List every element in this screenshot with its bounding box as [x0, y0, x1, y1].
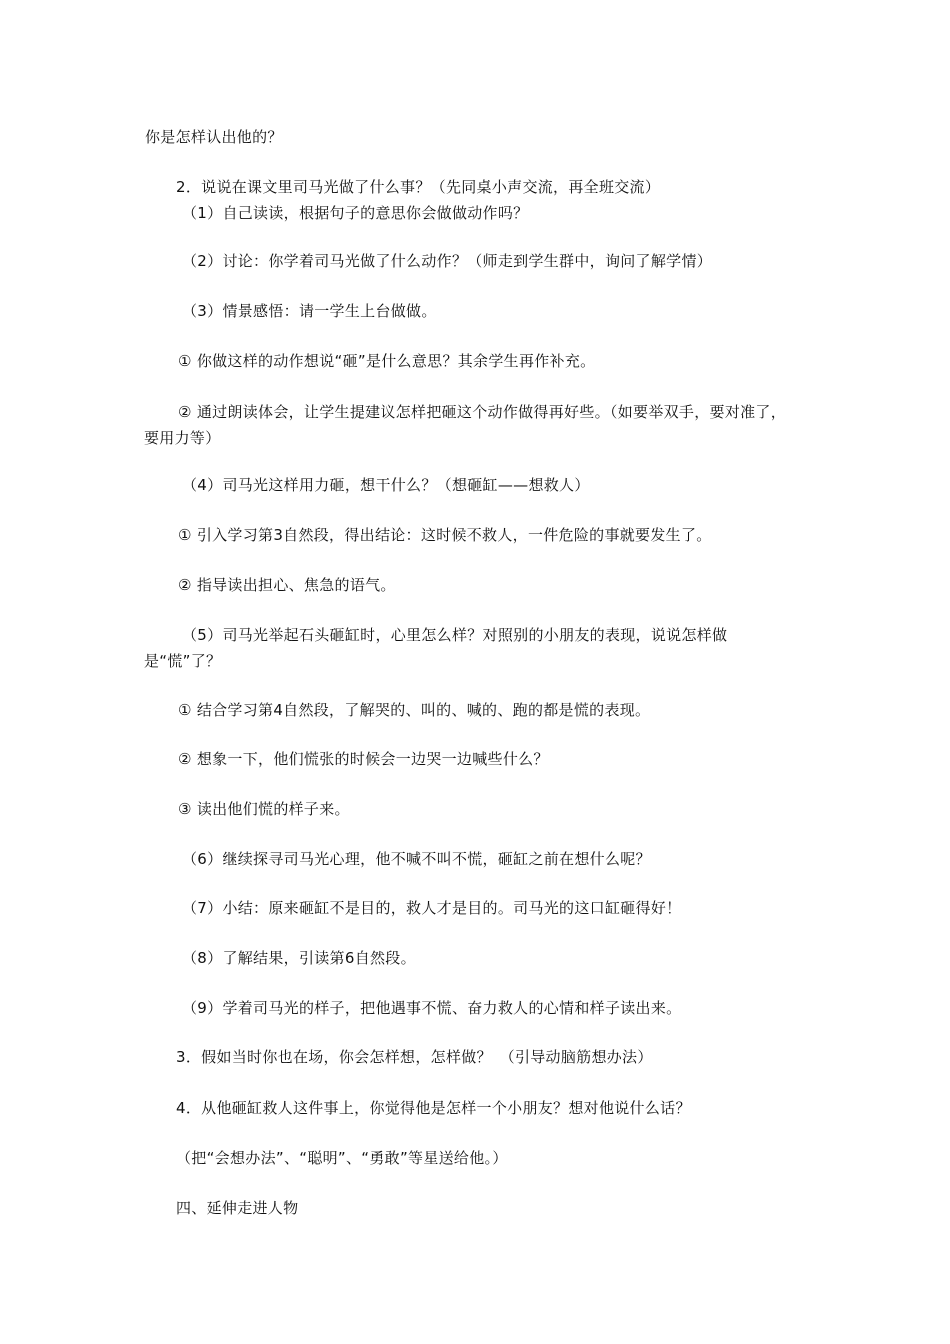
text-line: （7）小结：原来砸缸不是目的，救人才是目的。司马光的这口缸砸得好！ [182, 899, 682, 917]
text-line: （1）自己读读，根据句子的意思你会做做动作吗？ [182, 204, 529, 222]
text-line: ① 结合学习第4自然段，了解哭的、叫的、喊的、跑的都是慌的表现。 [178, 701, 651, 719]
text-line: 3．假如当时你也在场，你会怎样想，怎样做？ （引导动脑筋想办法） [176, 1048, 653, 1066]
section-heading: 四、延伸走进人物 [176, 1199, 299, 1217]
text-line: （2）讨论：你学着司马光做了什么动作？（师走到学生群中，询问了解学情） [182, 252, 713, 270]
text-paragraph: （5）司马光举起石头砸缸时，心里怎么样？对照别的小朋友的表现，说说怎样做是“慌”了？ [144, 626, 728, 670]
text-line: 2．说说在课文里司马光做了什么事？（先同桌小声交流，再全班交流） [176, 178, 661, 196]
text-line: （8）了解结果，引读第6自然段。 [182, 949, 416, 967]
text-line: （6）继续探寻司马光心理，他不喊不叫不慌，砸缸之前在想什么呢？ [182, 850, 651, 868]
text-line: （4）司马光这样用力砸，想干什么？（想砸缸——想救人） [182, 476, 590, 494]
text-line: ② 指导读出担心、焦急的语气。 [178, 576, 396, 594]
text-line: ① 你做这样的动作想说“砸”是什么意思？其余学生再作补充。 [178, 352, 596, 370]
text-line: ② 想象一下，他们慌张的时候会一边哭一边喊些什么？ [178, 750, 549, 768]
text-line: （9）学着司马光的样子，把他遇事不慌、奋力救人的心情和样子读出来。 [182, 999, 682, 1017]
text-paragraph: ② 通过朗读体会，让学生提建议怎样把砸这个动作做得再好些。（如要举双手，要对准了，要用力等） [144, 403, 787, 447]
text-line: 4．从他砸缸救人这件事上，你觉得他是怎样一个小朋友？想对他说什么话？ [176, 1099, 691, 1117]
text-line: 你是怎样认出他的？ [145, 128, 283, 146]
text-line: （3）情景感悟：请一学生上台做做。 [182, 302, 437, 320]
text-line: ③ 读出他们慌的样子来。 [178, 800, 350, 818]
text-line: ① 引入学习第3自然段，得出结论：这时候不救人，一件危险的事就要发生了。 [178, 526, 712, 544]
text-line: （把“会想办法”、“聪明”、“勇敢”等星送给他。） [176, 1149, 508, 1167]
